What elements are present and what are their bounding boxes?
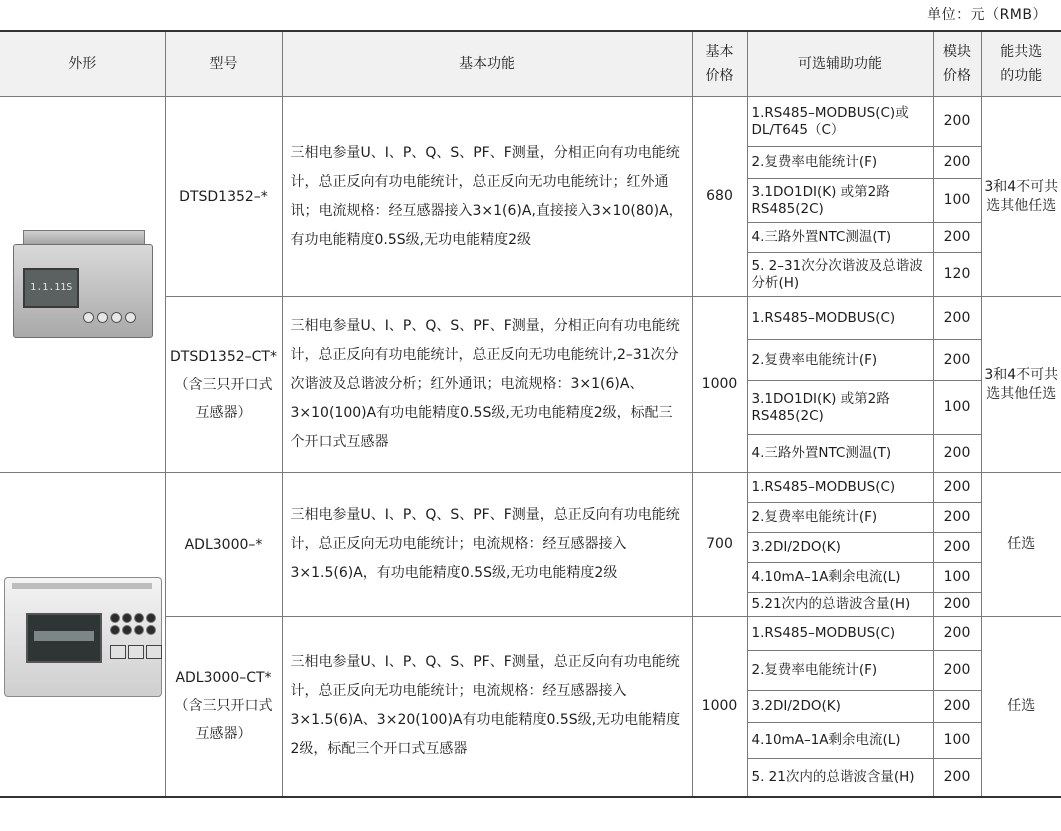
module-price-cell: 200 (933, 533, 981, 563)
price-table (0, 30, 1061, 798)
optional-function-cell: 1.RS485–MODBUS(C)或DL/T645（C） (747, 97, 933, 147)
function-cell (282, 297, 692, 473)
optional-function-cell: 4.三路外置NTC测温(T) (747, 435, 933, 473)
module-price-cell: 200 (933, 340, 981, 381)
module-price-cell: 200 (933, 503, 981, 533)
optional-function-cell: 5.21次内的总谐波含量(H) (747, 593, 933, 617)
header-base-price-line1: 基本 (705, 44, 734, 60)
table-row (0, 97, 1061, 147)
header-base-price-line2: 价格 (705, 68, 734, 84)
header-combo-line2: 的功能 (1000, 68, 1043, 84)
function-cell (282, 97, 692, 297)
optional-function-cell: 5. 21次内的总谐波含量(H) (747, 759, 933, 797)
module-price-cell: 120 (933, 253, 981, 297)
optional-function-cell: 3.2DI/2DO(K) (747, 691, 933, 723)
optional-function-cell: 2.复费率电能统计(F) (747, 340, 933, 381)
optional-function-cell: 4.三路外置NTC测温(T) (747, 223, 933, 253)
adl-meter-image (2, 569, 162, 699)
model-cell (165, 297, 282, 473)
module-price-cell: 200 (933, 97, 981, 147)
header-combo (981, 31, 1061, 97)
model-cell (165, 473, 282, 617)
model-cell (165, 617, 282, 797)
optional-function-cell: 2.复费率电能统计(F) (747, 503, 933, 533)
meter-button-icon (83, 312, 94, 323)
function-text: 三相电参量U、I、P、Q、S、PF、F测量，总正反向有功电能统计，总正反向无功电能统计；电流规格：经互感器接入3×1.5(6)A，有功电能精度0.5S级,无功电能精度2级 (290, 507, 680, 581)
meter-key-icon (146, 645, 162, 659)
model-line: DTSD1352–* (179, 188, 268, 205)
combo-cell: 3和4不可共选其他任选 (981, 297, 1061, 473)
base-price-cell: 700 (692, 473, 747, 617)
optional-function-cell: 3.1DO1DI(K) 或第2路RS485(2C) (747, 381, 933, 435)
module-price-cell: 100 (933, 381, 981, 435)
optional-function-cell: 5. 2–31次分次谐波及总谐波分析(H) (747, 253, 933, 297)
header-function: 基本功能 (282, 31, 692, 97)
module-price-cell: 100 (933, 723, 981, 759)
meter-button-icon (125, 312, 136, 323)
module-price-cell: 200 (933, 223, 981, 253)
module-price-cell: 200 (933, 617, 981, 651)
table-header-row (0, 31, 1061, 97)
module-price-cell: 200 (933, 473, 981, 503)
base-price-cell: 1000 (692, 617, 747, 797)
optional-function-cell: 1.RS485–MODBUS(C) (747, 617, 933, 651)
header-shape: 外形 (0, 31, 165, 97)
module-price-cell: 200 (933, 297, 981, 340)
meter-key-icon (128, 645, 144, 659)
model-line: 互感器） (195, 404, 252, 421)
function-text: 三相电参量U、I、P、Q、S、PF、F测量，分相正向有功电能统计，总正反向有功电能统计，总正反向无功电能统计,2–31次分次谐波及总谐波分析；红外通讯；电流规格：3×1(6)A、3×10(100)A有功电能精度0.5S级,无功电能精度2级，标配三个开口式互感器 (290, 318, 680, 450)
meter-button-icon (111, 312, 122, 323)
unit-label: 单位：元（RMB） (927, 7, 1047, 23)
optional-function-cell: 2.复费率电能统计(F) (747, 651, 933, 691)
optional-function-cell: 1.RS485–MODBUS(C) (747, 473, 933, 503)
module-price-cell: 200 (933, 593, 981, 617)
meter-lcd: 1.1.11S (23, 268, 79, 308)
header-model: 型号 (165, 31, 282, 97)
header-combo-line1: 能共选 (1000, 44, 1043, 60)
dtsd-meter-image (7, 230, 157, 340)
product-image-cell (0, 97, 165, 473)
module-price-cell: 200 (933, 691, 981, 723)
optional-function-cell: 4.10mA–1A剩余电流(L) (747, 723, 933, 759)
model-line: ADL3000–* (184, 536, 263, 553)
meter-lcd (26, 613, 102, 663)
optional-function-cell: 1.RS485–MODBUS(C) (747, 297, 933, 340)
base-price-cell: 1000 (692, 297, 747, 473)
model-line: 互感器） (195, 726, 252, 743)
function-cell (282, 617, 692, 797)
header-module-price-line1: 模块 (943, 44, 971, 60)
table-row (0, 473, 1061, 503)
function-cell (282, 473, 692, 617)
optional-function-cell: 3.1DO1DI(K) 或第2路RS485(2C) (747, 179, 933, 223)
meter-button-icon (97, 312, 108, 323)
model-line: （含三只开口式 (174, 376, 273, 393)
model-cell (165, 97, 282, 297)
base-price-cell: 680 (692, 97, 747, 297)
function-text: 三相电参量U、I、P、Q、S、PF、F测量，总正反向有功电能统计，总正反向无功电能统计；电流规格：经互感器接入3×1.5(6)A、3×20(100)A有功电能精度0.5S级,无功电能精度2级，标配三个开口式互感器 (290, 654, 681, 758)
function-text: 三相电参量U、I、P、Q、S、PF、F测量，分相正向有功电能统计，总正反向有功电能统计，总正反向无功电能统计；红外通讯；电流规格：经互感器接入3×1(6)A,直接接入3×10(80)A，有功电能精度0.5S级,无功电能精度2级 (290, 144, 683, 248)
module-price-cell: 200 (933, 435, 981, 473)
optional-function-cell: 4.10mA–1A剩余电流(L) (747, 563, 933, 593)
combo-cell: 任选 (981, 617, 1061, 797)
header-module-price-line2: 价格 (943, 68, 971, 84)
module-price-cell: 200 (933, 147, 981, 179)
model-line: ADL3000–CT* (175, 670, 272, 687)
optional-function-cell: 2.复费率电能统计(F) (747, 147, 933, 179)
meter-key-icon (110, 645, 126, 659)
model-line: DTSD1352–CT* (170, 348, 277, 365)
module-price-cell: 200 (933, 759, 981, 797)
combo-cell: 3和4不可共选其他任选 (981, 97, 1061, 297)
model-line: （含三只开口式 (174, 698, 273, 715)
header-optional: 可选辅助功能 (747, 31, 933, 97)
module-price-cell: 200 (933, 651, 981, 691)
optional-function-cell: 3.2DI/2DO(K) (747, 533, 933, 563)
header-base-price (692, 31, 747, 97)
module-price-cell: 100 (933, 179, 981, 223)
module-price-cell: 100 (933, 563, 981, 593)
header-module-price (933, 31, 981, 97)
product-image-cell (0, 473, 165, 797)
combo-cell: 任选 (981, 473, 1061, 617)
